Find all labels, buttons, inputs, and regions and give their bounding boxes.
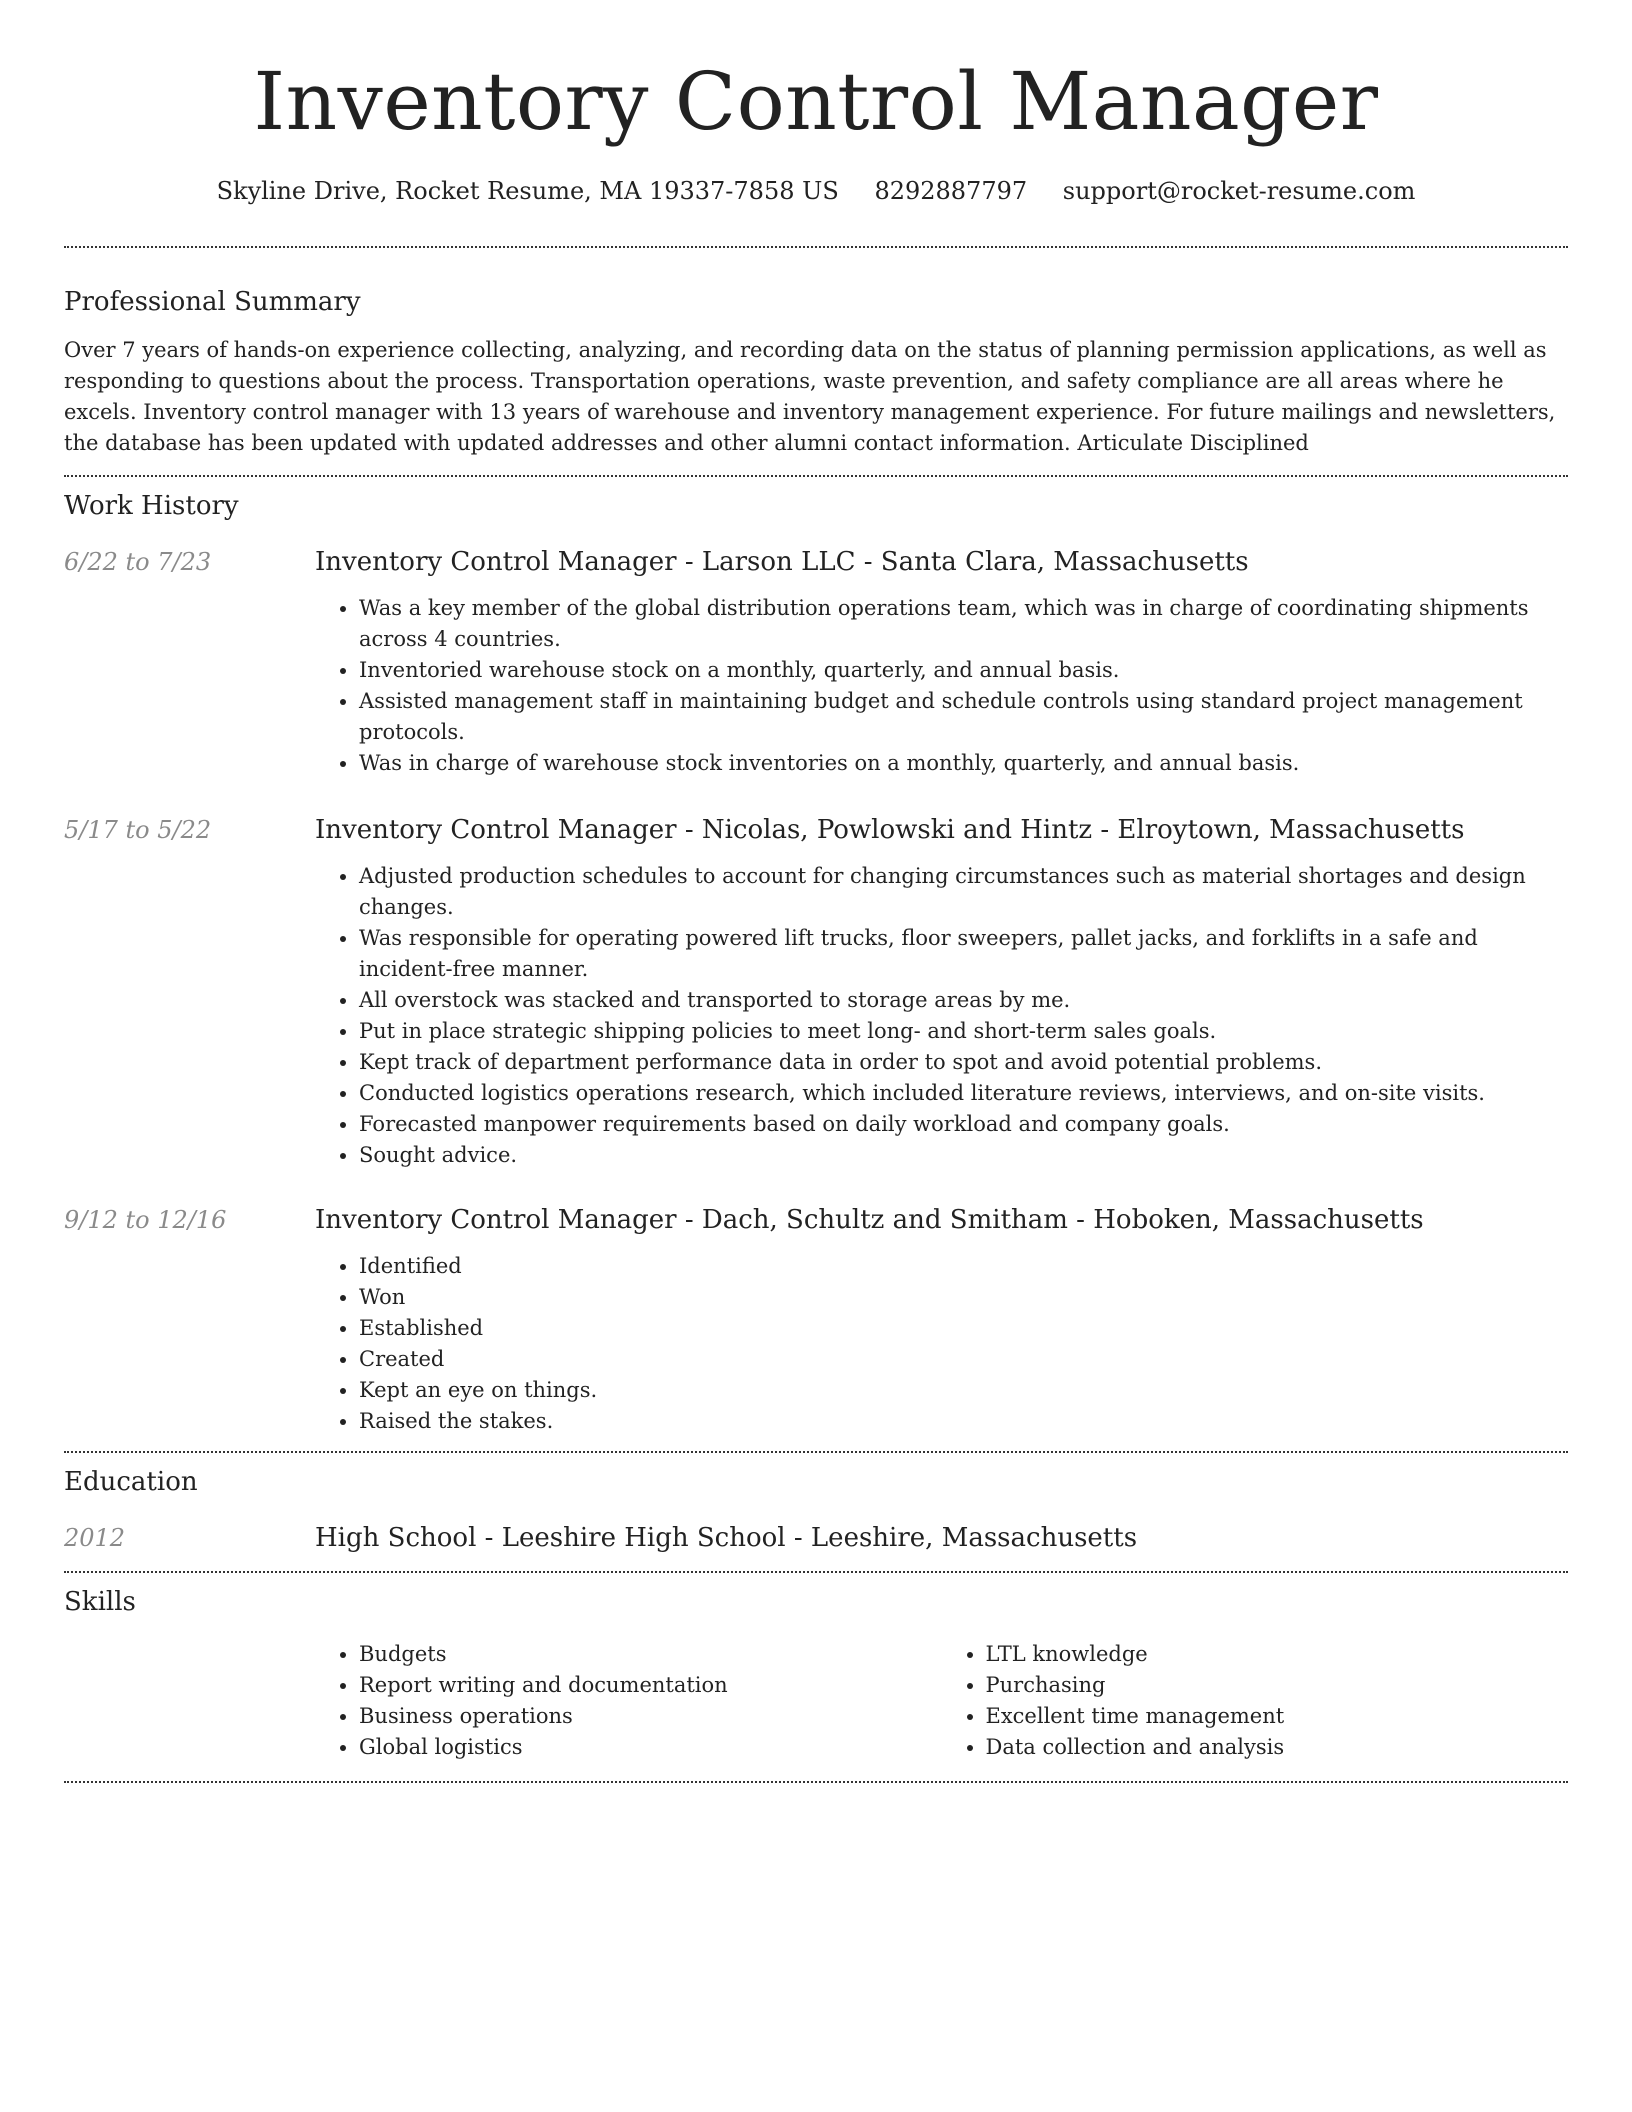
contact-line bbox=[0, 174, 1632, 208]
list-item: • Raised the stakes. bbox=[359, 1406, 1568, 1437]
contact-email: support@rocket-resume.com bbox=[1062, 177, 1416, 205]
list-item: • Was a key member of the global distribution operations team, which was in charge of coordinating shipments across 4 countries. bbox=[359, 593, 1568, 655]
job-date: 6/22 to 7/23 bbox=[64, 548, 212, 576]
job-bullets bbox=[315, 861, 1568, 1171]
skills-list-left bbox=[315, 1639, 942, 1763]
skill-item: • Data collection and analysis bbox=[986, 1732, 1569, 1763]
education-date: 2012 bbox=[64, 1524, 126, 1552]
list-item: • Created bbox=[359, 1344, 1568, 1375]
skill-item: • Report writing and documentation bbox=[359, 1670, 942, 1701]
job-bullets bbox=[315, 1251, 1568, 1437]
section-title-education: Education bbox=[64, 1467, 198, 1497]
section-title-work-history: Work History bbox=[64, 491, 239, 521]
job-date: 5/17 to 5/22 bbox=[64, 816, 212, 844]
list-item: • Sought advice. bbox=[359, 1140, 1568, 1171]
candidate-name: Inventory Control Manager bbox=[253, 55, 1379, 148]
list-item: • Identified bbox=[359, 1251, 1568, 1282]
job-entry bbox=[64, 813, 1568, 1171]
job-title: Inventory Control Manager - Dach, Schultz and Smitham - Hoboken, Massachusetts bbox=[315, 1205, 1424, 1235]
contact-phone: 8292887797 bbox=[874, 177, 1028, 205]
section-title-skills: Skills bbox=[64, 1587, 136, 1617]
summary-text: Over 7 years of hands-on experience collecting, analyzing, and recording data on the status of planning permission applications, as well as responding to questions about the process. Transportation operations, waste prevention, and safety compliance are all areas where he excels. Inventory control manager with 13 years of warehouse and inventory management experience. For future mailings and newsletters, the database has been updated with updated addresses and other alumni contact information. Articulate Disciplined bbox=[64, 338, 1556, 455]
skills-columns bbox=[315, 1639, 1568, 1763]
list-item: • Forecasted manpower requirements based on daily workload and company goals. bbox=[359, 1109, 1568, 1140]
list-item: • Put in place strategic shipping policies to meet long- and short-term sales goals. bbox=[359, 1016, 1568, 1047]
skill-item: • Purchasing bbox=[986, 1670, 1569, 1701]
skills-section bbox=[0, 1573, 1632, 1763]
skill-item: • Budgets bbox=[359, 1639, 942, 1670]
list-item: • Adjusted production schedules to account for changing circumstances such as material shortages and design changes. bbox=[359, 861, 1568, 923]
list-item: • Kept an eye on things. bbox=[359, 1375, 1568, 1406]
list-item: • Was responsible for operating powered lift trucks, floor sweepers, pallet jacks, and forklifts in a safe and incident-free manner. bbox=[359, 923, 1568, 985]
skill-item: • Business operations bbox=[359, 1701, 942, 1732]
education-body bbox=[315, 1521, 1568, 1555]
job-entry bbox=[64, 545, 1568, 779]
job-bullets bbox=[315, 593, 1568, 779]
resume-header bbox=[0, 0, 1632, 208]
summary-section bbox=[0, 248, 1632, 459]
work-history-section bbox=[0, 477, 1632, 1437]
skills-list-right bbox=[942, 1639, 1569, 1763]
list-item: • Inventoried warehouse stock on a monthly, quarterly, and annual basis. bbox=[359, 655, 1568, 686]
list-item: • Was in charge of warehouse stock inventories on a monthly, quarterly, and annual basis. bbox=[359, 748, 1568, 779]
education-entry bbox=[64, 1521, 1568, 1555]
skill-item: • Global logistics bbox=[359, 1732, 942, 1763]
job-title: Inventory Control Manager - Nicolas, Powlowski and Hintz - Elroytown, Massachusetts bbox=[315, 815, 1465, 845]
list-item: • Kept track of department performance data in order to spot and avoid potential problems. bbox=[359, 1047, 1568, 1078]
job-entry bbox=[64, 1203, 1568, 1437]
list-item: • Assisted management staff in maintaining budget and schedule controls using standard project management protocols. bbox=[359, 686, 1568, 748]
skill-item: • Excellent time management bbox=[986, 1701, 1569, 1732]
list-item: • Conducted logistics operations research, which included literature reviews, interviews, and on-site visits. bbox=[359, 1078, 1568, 1109]
job-body bbox=[315, 1203, 1568, 1437]
job-title: Inventory Control Manager - Larson LLC - Santa Clara, Massachusetts bbox=[315, 547, 1249, 577]
skill-item: • LTL knowledge bbox=[986, 1639, 1569, 1670]
list-item: • Established bbox=[359, 1313, 1568, 1344]
job-body bbox=[315, 545, 1568, 779]
list-item: • All overstock was stacked and transported to storage areas by me. bbox=[359, 985, 1568, 1016]
divider bbox=[64, 1781, 1568, 1783]
contact-address: Skyline Drive, Rocket Resume, MA 19337-7858 US bbox=[216, 177, 839, 205]
education-section bbox=[0, 1453, 1632, 1555]
job-body bbox=[315, 813, 1568, 1171]
education-title: High School - Leeshire High School - Leeshire, Massachusetts bbox=[315, 1523, 1138, 1553]
section-title-summary: Professional Summary bbox=[64, 287, 361, 317]
job-date: 9/12 to 12/16 bbox=[64, 1206, 227, 1234]
list-item: • Won bbox=[359, 1282, 1568, 1313]
